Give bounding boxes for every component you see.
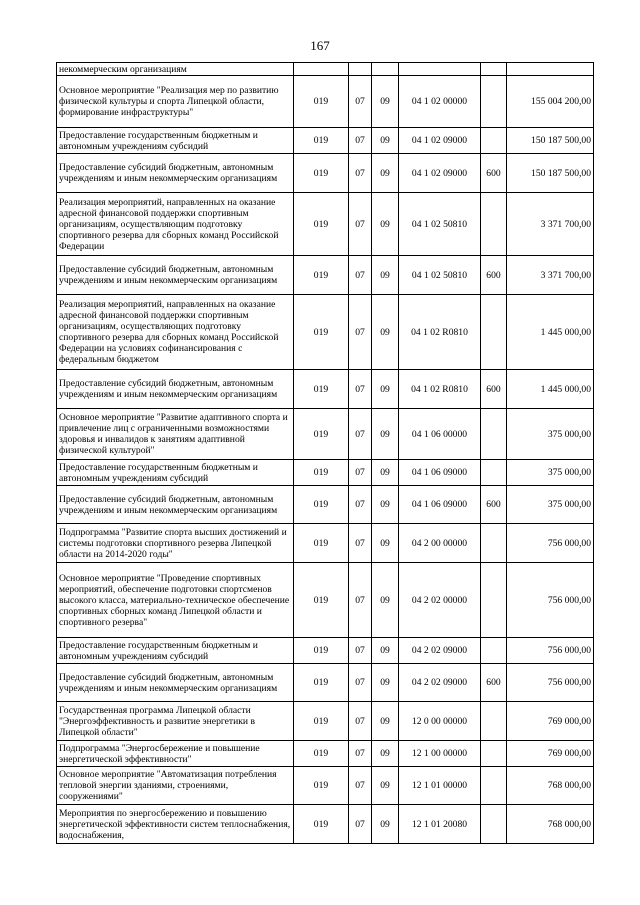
row-section-code: 07	[349, 295, 372, 370]
row-expense-type-code	[481, 409, 507, 460]
row-section-code: 07	[349, 370, 372, 409]
row-section-code: 07	[349, 524, 372, 563]
row-amount: 155 004 200,00	[507, 76, 594, 128]
row-expense-type-code	[481, 638, 507, 664]
row-ministry-code: 019	[294, 256, 349, 295]
row-target-code: 12 1 00 00000	[399, 741, 481, 767]
row-ministry-code: 019	[294, 741, 349, 767]
row-target-code: 12 1 01 20080	[399, 805, 481, 844]
row-amount: 756 000,00	[507, 563, 594, 638]
table-row	[57, 154, 594, 193]
table-row	[57, 563, 594, 638]
row-section-code: 07	[349, 702, 372, 741]
row-expense-type-code	[481, 563, 507, 638]
row-name: Государственная программа Липецкой области "Энергоэффективность и развитие энергетики в Липецкой области"	[57, 702, 294, 741]
row-ministry-code: 019	[294, 460, 349, 486]
table-row	[57, 638, 594, 664]
budget-table	[56, 62, 594, 844]
row-expense-type-code	[481, 702, 507, 741]
row-target-code: 04 1 02 50810	[399, 193, 481, 256]
row-amount	[507, 63, 594, 76]
row-target-code: 04 2 00 00000	[399, 524, 481, 563]
row-target-code	[399, 63, 481, 76]
row-amount: 3 371 700,00	[507, 256, 594, 295]
row-subsection-code: 09	[372, 409, 399, 460]
row-target-code: 04 1 06 09000	[399, 460, 481, 486]
row-name: Предоставление государственным бюджетным и автономным учреждениям субсидий	[57, 638, 294, 664]
row-name: Предоставление субсидий бюджетным, автономным учреждениям и иным некоммерческим организациям	[57, 664, 294, 702]
row-target-code: 12 1 01 00000	[399, 767, 481, 805]
table-row	[57, 767, 594, 805]
row-target-code: 04 1 06 00000	[399, 409, 481, 460]
row-ministry-code: 019	[294, 805, 349, 844]
row-name: Подпрограмма "Энергосбережение и повышение энергетической эффективности"	[57, 741, 294, 767]
row-subsection-code: 09	[372, 460, 399, 486]
row-expense-type-code	[481, 524, 507, 563]
row-amount: 769 000,00	[507, 741, 594, 767]
row-subsection-code: 09	[372, 767, 399, 805]
row-section-code: 07	[349, 638, 372, 664]
row-section-code: 07	[349, 256, 372, 295]
table-row	[57, 664, 594, 702]
row-expense-type-code	[481, 460, 507, 486]
row-expense-type-code	[481, 805, 507, 844]
row-amount: 3 371 700,00	[507, 193, 594, 256]
row-section-code: 07	[349, 76, 372, 128]
row-subsection-code: 09	[372, 370, 399, 409]
table-row	[57, 524, 594, 563]
row-section-code: 07	[349, 409, 372, 460]
row-target-code: 04 1 02 50810	[399, 256, 481, 295]
row-target-code: 04 1 02 R0810	[399, 295, 481, 370]
table-row	[57, 76, 594, 128]
row-ministry-code: 019	[294, 767, 349, 805]
table-row	[57, 128, 594, 154]
row-subsection-code: 09	[372, 741, 399, 767]
row-name: Основное мероприятие "Развитие адаптивного спорта и привлечение лиц с ограниченными возможностями здоровья и инвалидов к занятиям адаптивной физической культурой"	[57, 409, 294, 460]
row-expense-type-code: 600	[481, 154, 507, 193]
row-amount: 375 000,00	[507, 409, 594, 460]
row-subsection-code: 09	[372, 193, 399, 256]
row-ministry-code: 019	[294, 486, 349, 524]
row-section-code: 07	[349, 486, 372, 524]
row-name: Основное мероприятие "Автоматизация потребления тепловой энергии зданиями, строениями, сооружениями"	[57, 767, 294, 805]
row-name: Предоставление субсидий бюджетным, автономным учреждениям и иным некоммерческим организациям	[57, 370, 294, 409]
row-section-code: 07	[349, 664, 372, 702]
row-target-code: 04 2 02 00000	[399, 563, 481, 638]
row-subsection-code: 09	[372, 563, 399, 638]
row-name: Предоставление субсидий бюджетным, автономным учреждениям и иным некоммерческим организациям	[57, 486, 294, 524]
row-amount: 1 445 000,00	[507, 370, 594, 409]
row-target-code: 04 2 02 09000	[399, 664, 481, 702]
row-expense-type-code: 600	[481, 486, 507, 524]
row-name: Реализация мероприятий, направленных на оказание адресной финансовой поддержки спортивным организациям, осуществляющим подготовку спортивного резерва для сборных команд Российской Федерации	[57, 193, 294, 256]
row-ministry-code: 019	[294, 154, 349, 193]
row-section-code: 07	[349, 193, 372, 256]
row-expense-type-code: 600	[481, 256, 507, 295]
row-name: Реализация мероприятий, направленных на оказание адресной финансовой поддержки спортивным организациям, осуществляющих подготовку спортивного резерва для сборных команд Российской Федерации на условиях софинансирования с федеральным бюджетом	[57, 295, 294, 370]
row-subsection-code: 09	[372, 154, 399, 193]
row-name: Предоставление субсидий бюджетным, автономным учреждениям и иным некоммерческим организациям	[57, 256, 294, 295]
row-target-code: 04 1 02 09000	[399, 128, 481, 154]
row-section-code: 07	[349, 741, 372, 767]
row-subsection-code	[372, 63, 399, 76]
row-name: Основное мероприятие "Реализация мер по развитию физической культуры и спорта Липецкой области, формирование инфраструктуры"	[57, 76, 294, 128]
row-ministry-code: 019	[294, 563, 349, 638]
row-ministry-code: 019	[294, 76, 349, 128]
row-ministry-code: 019	[294, 409, 349, 460]
row-ministry-code	[294, 63, 349, 76]
page-number: 167	[310, 38, 330, 53]
row-amount: 756 000,00	[507, 524, 594, 563]
table-row	[57, 805, 594, 844]
table-row	[57, 702, 594, 741]
row-subsection-code: 09	[372, 486, 399, 524]
row-subsection-code: 09	[372, 76, 399, 128]
row-target-code: 04 1 02 R0810	[399, 370, 481, 409]
row-subsection-code: 09	[372, 805, 399, 844]
row-name: Подпрограмма "Развитие спорта высших достижений и системы подготовки спортивного резерва Липецкой области на 2014-2020 годы"	[57, 524, 294, 563]
row-subsection-code: 09	[372, 295, 399, 370]
row-ministry-code: 019	[294, 128, 349, 154]
row-section-code: 07	[349, 563, 372, 638]
row-subsection-code: 09	[372, 702, 399, 741]
row-ministry-code: 019	[294, 295, 349, 370]
row-expense-type-code	[481, 767, 507, 805]
row-expense-type-code	[481, 741, 507, 767]
row-amount: 1 445 000,00	[507, 295, 594, 370]
row-ministry-code: 019	[294, 702, 349, 741]
table-row	[57, 409, 594, 460]
row-expense-type-code	[481, 193, 507, 256]
table-row	[57, 63, 594, 76]
row-ministry-code: 019	[294, 370, 349, 409]
row-ministry-code: 019	[294, 638, 349, 664]
row-ministry-code: 019	[294, 664, 349, 702]
row-section-code: 07	[349, 128, 372, 154]
row-name: Мероприятия по энергосбережению и повышению энергетической эффективности систем теплоснабжения, водоснабжения,	[57, 805, 294, 844]
row-amount: 756 000,00	[507, 664, 594, 702]
row-name: Предоставление субсидий бюджетным, автономным учреждениям и иным некоммерческим организациям	[57, 154, 294, 193]
row-ministry-code: 019	[294, 524, 349, 563]
row-amount: 769 000,00	[507, 702, 594, 741]
row-subsection-code: 09	[372, 638, 399, 664]
budget-table-body	[57, 63, 594, 844]
table-row	[57, 193, 594, 256]
row-amount: 150 187 500,00	[507, 128, 594, 154]
row-ministry-code: 019	[294, 193, 349, 256]
row-amount: 768 000,00	[507, 767, 594, 805]
row-name: некоммерческим организациям	[57, 63, 294, 76]
row-expense-type-code	[481, 128, 507, 154]
row-subsection-code: 09	[372, 524, 399, 563]
row-amount: 150 187 500,00	[507, 154, 594, 193]
row-section-code	[349, 63, 372, 76]
row-target-code: 04 2 02 09000	[399, 638, 481, 664]
row-expense-type-code: 600	[481, 664, 507, 702]
row-expense-type-code	[481, 63, 507, 76]
row-target-code: 04 1 02 00000	[399, 76, 481, 128]
row-amount: 756 000,00	[507, 638, 594, 664]
row-amount: 375 000,00	[507, 486, 594, 524]
table-row	[57, 256, 594, 295]
table-row	[57, 370, 594, 409]
row-subsection-code: 09	[372, 128, 399, 154]
row-section-code: 07	[349, 805, 372, 844]
table-row	[57, 486, 594, 524]
row-target-code: 04 1 06 09000	[399, 486, 481, 524]
table-row	[57, 741, 594, 767]
row-name: Предоставление государственным бюджетным и автономным учреждениям субсидий	[57, 128, 294, 154]
row-name: Предоставление государственным бюджетным и автономным учреждениям субсидий	[57, 460, 294, 486]
row-subsection-code: 09	[372, 664, 399, 702]
row-expense-type-code: 600	[481, 370, 507, 409]
row-section-code: 07	[349, 767, 372, 805]
table-row	[57, 460, 594, 486]
row-expense-type-code	[481, 295, 507, 370]
row-section-code: 07	[349, 460, 372, 486]
row-name: Основное мероприятие "Проведение спортивных мероприятий, обеспечение подготовки спортсменов высокого класса, материально-техническое обеспечение спортивных сборных команд Липецкой области и спортивного резерва"	[57, 563, 294, 638]
row-amount: 768 000,00	[507, 805, 594, 844]
row-section-code: 07	[349, 154, 372, 193]
row-subsection-code: 09	[372, 256, 399, 295]
table-row	[57, 295, 594, 370]
row-amount: 375 000,00	[507, 460, 594, 486]
row-target-code: 12 0 00 00000	[399, 702, 481, 741]
row-target-code: 04 1 02 09000	[399, 154, 481, 193]
row-expense-type-code	[481, 76, 507, 128]
